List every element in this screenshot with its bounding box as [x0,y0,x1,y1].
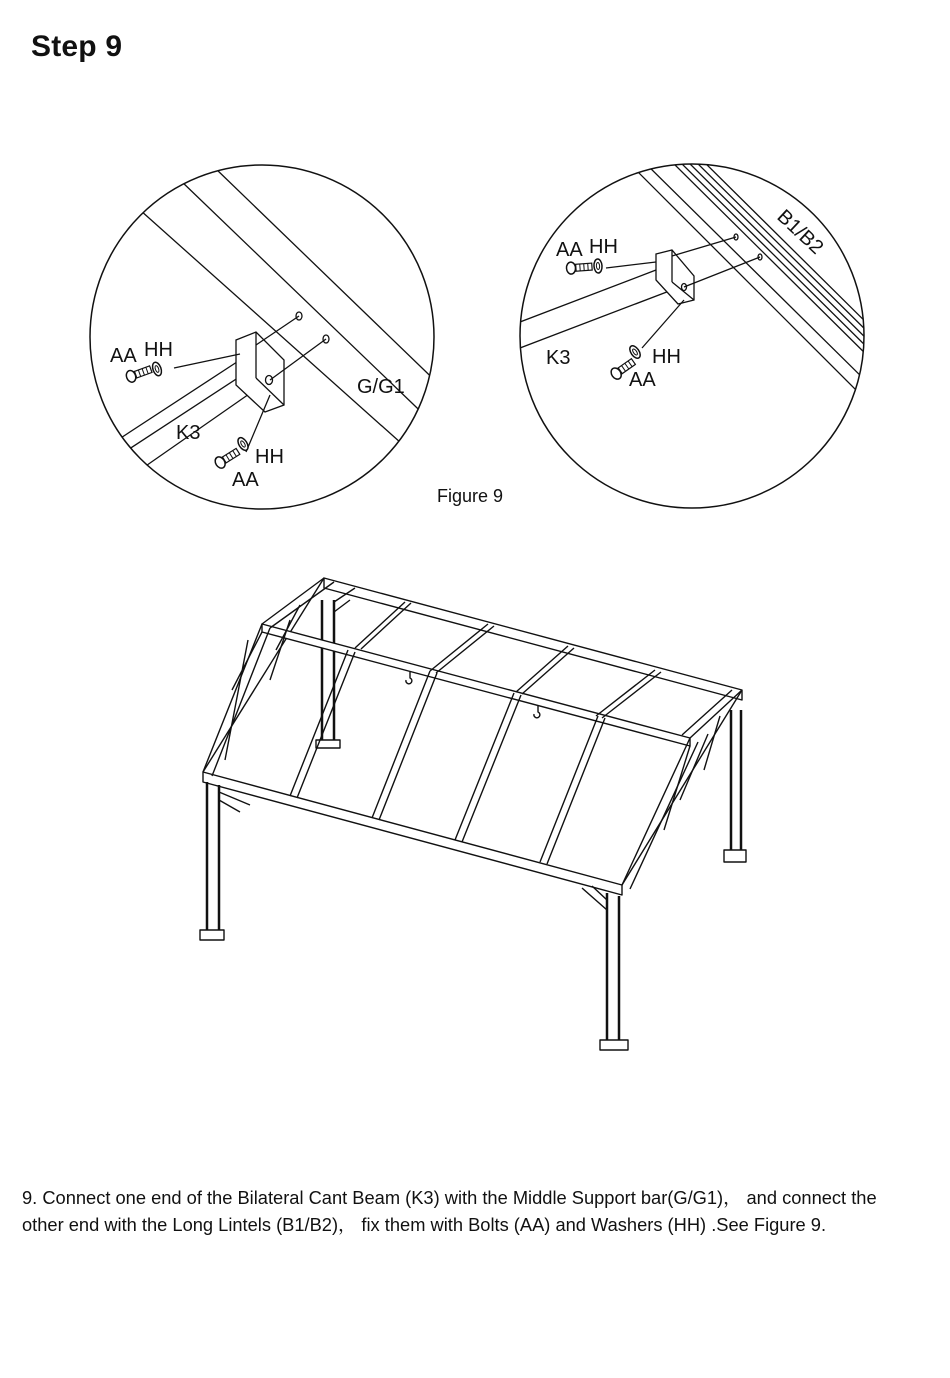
figure-caption: Figure 9 [437,486,504,506]
instruction-line-2: other end with the Long Lintels (B1/B2)， fix them with Bolts (AA) and Washers (HH) .See Figure 9. [22,1214,827,1235]
label-b1-b2: B1/B2 [772,205,828,259]
detail-right [520,152,888,508]
gazebo-frame-drawing [200,578,746,1050]
label-k3-left: K3 [176,422,201,444]
step-heading: Step 9 [31,30,123,63]
label-aa-top-left: AA [110,345,137,367]
label-aa-bottom-left: AA [232,469,259,491]
label-g-g1: G/G1 [357,376,405,398]
label-aa-bottom-right: AA [629,369,656,391]
instruction-line-1: 9. Connect one end of the Bilateral Cant Beam (K3) with the Middle Support bar(G/G1)， and connect the [22,1187,877,1208]
label-k3-right: K3 [546,347,571,369]
detail-left [90,165,450,509]
instruction-text [22,1184,950,1238]
label-hh-bottom-left: HH [255,446,284,468]
label-hh-top-right: HH [589,236,618,258]
label-hh-top-left: HH [144,339,173,361]
label-hh-bottom-right: HH [652,346,681,368]
label-aa-top-right: AA [556,239,583,261]
